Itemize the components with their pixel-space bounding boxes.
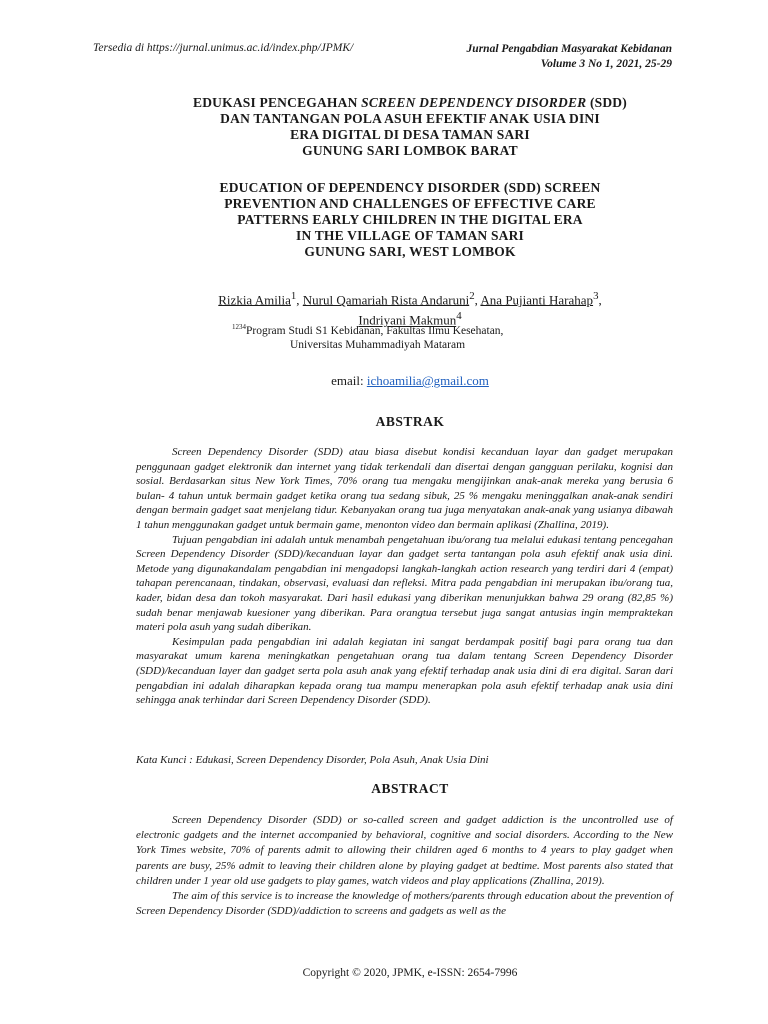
title-english [60, 180, 760, 260]
title-id-line-2: DAN TANTANGAN POLA ASUH EFEKTIF ANAK USIA DINI [220, 111, 600, 126]
title-indonesian [60, 95, 760, 159]
journal-url: Tersedia di https://jurnal.unimus.ac.id/index.php/JPMK/ [93, 42, 354, 54]
keywords: Kata Kunci : Edukasi, Screen Dependency Disorder, Pola Asuh, Anak Usia Dini [136, 754, 489, 766]
abstract-body [136, 813, 673, 919]
abstrak-heading: ABSTRAK [375, 414, 445, 429]
author-1: Rizkia Amilia [218, 292, 291, 308]
email-link[interactable]: ichoamilia@gmail.com [366, 373, 489, 388]
journal-volume: Volume 3 No 1, 2021, 25-29 [540, 57, 672, 70]
title-en-line-2: PREVENTION AND CHALLENGES OF EFFECTIVE CARE [224, 196, 596, 211]
title-en-line-4: IN THE VILLAGE OF TAMAN SARI [295, 228, 525, 243]
title-id-line-3: ERA DIGITAL DI DESA TAMAN SARI [290, 127, 530, 142]
author-list: Rizkia Amilia$^1$, Nurul Qamariah Rista Andaruni$^2$, Ana Pujianti Harahap$^3$, Indriyani Makmun$^4$ [218, 290, 602, 328]
abstrak-paragraph-2: Tujuan pengabdian ini adalah untuk menambah pengetahuan ibu/orang tua melalui edukasi tentang pencegahan Screen Dependency Disorder (SDD)/kecanduan layar dan gadget serta tantangan pola asuh efektif anak usia dini. Metode yang digunakandalam pengabdian ini mengadopsi langkah-langkah action research yang terdiri dari 4 (empat) tahapan perencanaan, tindakan, observasi, evaluasi dan refleksi. Mitra pada pengabdian ini merupakan ibu/orang tua, kader, bidan desa dan tokoh masyarakat. Dari hasil edukasi yang diberikan menunjukkan bahwa 29 orang (82,85 %) sudah benar menjawab kuesioner yang diberikan. Para orangtua tersebut juga sangat antusias ingin mempraktekan materi pola asuh yang sudah diberikan. [136, 533, 673, 634]
title-id-line-1: EDUKASI PENCEGAHAN SCREEN DEPENDENCY DISORDER (SDD) [193, 95, 627, 110]
title-en-line-5: GUNUNG SARI, WEST LOMBOK [304, 244, 516, 259]
abstract-paragraph-1: Screen Dependency Disorder (SDD) or so-called screen and gadget addiction is the uncontrolled use of electronic gadgets and the internet accompanied by behavioral, cognitive and social disorders. According to the New York Times website, 70% of parents admit to allowing their children aged 6 months to 4 years to play gadget when parents are busy, 25% admit to leaving their children alone by playing gadget at bedtime. Most parents also stated that children under 1 year old use gadgets to play games, watch videos and play applications (Zhallina, 2019). [136, 814, 673, 887]
author-2: Nurul Qamariah Rista Andaruni [302, 292, 470, 308]
abstrak-paragraph-3: Kesimpulan pada pengabdian ini adalah kegiatan ini sangat berdampak positif bagi para orang tua dan masyarakat umum karena meningkatkan pengetahuan orang tua dalam tentang Screen Dependency Disorder (SDD)/kecanduan layer dan gadget serta pola asuh anak yang efektif terhadap anak usia dini di era digital. Saran dari pengabdian ini adalah diharapkan kepada orang tua mampu menerapkan pola asuh efektif terhadap anak usia dini sehingga anak terhindar dari Screen Dependency Disorder (SDD). [136, 635, 673, 707]
title-id-line-4: GUNUNG SARI LOMBOK BARAT [302, 143, 518, 158]
author-4: Indriyani Makmun [358, 312, 457, 328]
journal-name [467, 42, 672, 71]
abstract-paragraph-2: The aim of this service is to increase the knowledge of mothers/parents through education about the prevention of Screen Dependency Disorder (SDD)/addiction to screens and gadgets as well as the [136, 890, 673, 918]
abstrak-body [136, 445, 673, 708]
journal-title: Jurnal Pengabdian Masyarakat Kebidanan [466, 43, 672, 55]
affiliation: $^{1234}$Program Studi S1 Kebidanan, Fakultas Ilmu Kesehatan, Universitas Muhammadiyah Mataram [232, 323, 504, 351]
title-en-line-1: EDUCATION OF DEPENDENCY DISORDER (SDD) SCREEN [219, 180, 601, 195]
abstract-heading: ABSTRACT [371, 781, 449, 796]
author-3: Ana Pujianti Harahap [480, 292, 594, 308]
copyright-footer: Copyright © 2020, JPMK, e-ISSN: 2654-7996 [302, 967, 518, 979]
title-en-line-3: PATTERNS EARLY CHILDREN IN THE DIGITAL ERA [237, 212, 583, 227]
corresponding-email: email: ichoamilia@gmail.com [331, 373, 489, 388]
abstrak-paragraph-1: Screen Dependency Disorder (SDD) atau biasa disebut kondisi kecanduan layar dan gadget merupakan penggunaan gadget elektronik dan internet yang tidak terkendali dan disertai dengan gangguan perilaku, kognisi dan sosial. Berdasarkan situs New York Times, 70% orang tua mengaku mengijinkan anak-anak mereka yang berusia 6 bulan- 4 tahun untuk bermain gadget ketika orang tua sedang sibuk, 25 % mengaku meninggalkan anak-anak sendiri dengan bermain gadget saat menjelang tidur. Kebanyakan orang tua juga menyatakan anak-anak yang usianya dibawah 1 tahun menggunakan gadget untuk bermain game, menonton video dan bermain aplikasi (Zhallina, 2019). [136, 446, 673, 531]
